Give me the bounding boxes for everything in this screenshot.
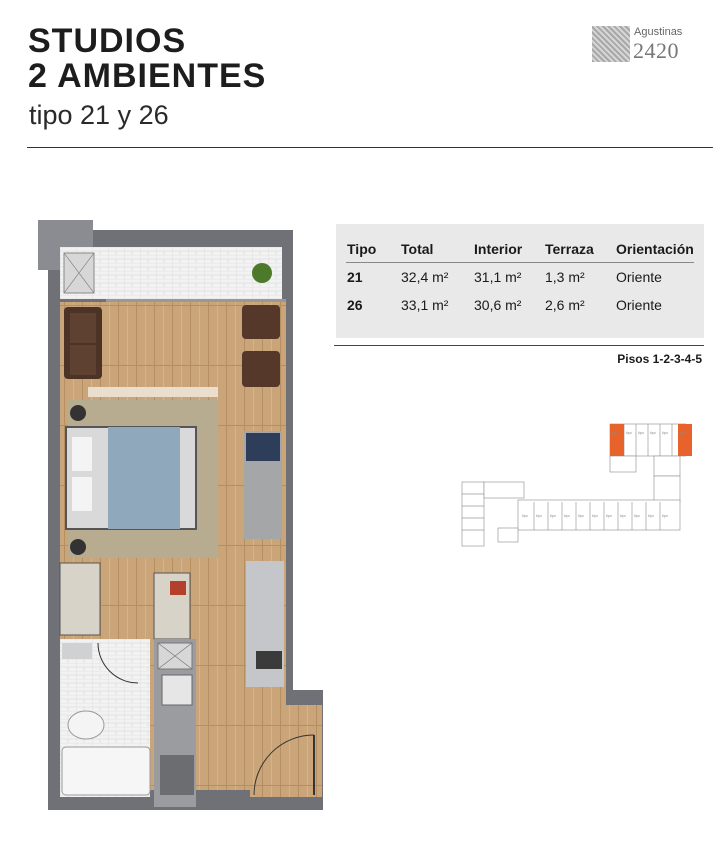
col-header-interior: Interior <box>474 241 523 257</box>
logo-name: Agustinas <box>634 26 683 38</box>
title-line-2: 2 AMBIENTES <box>28 57 267 95</box>
toilet-icon <box>68 711 104 739</box>
svg-text:tipo: tipo <box>648 514 654 518</box>
row2-tipo: 26 <box>347 297 363 313</box>
svg-text:tipo: tipo <box>620 514 626 518</box>
row2-interior: 30,6 m² <box>474 297 522 313</box>
lamp-icon <box>70 405 86 421</box>
svg-text:tipo: tipo <box>564 514 570 518</box>
row1-interior: 31,1 m² <box>474 269 522 285</box>
entry-floor <box>250 705 322 797</box>
lamp-icon <box>70 539 86 555</box>
svg-text:tipo: tipo <box>634 514 640 518</box>
svg-text:tipo: tipo <box>662 514 668 518</box>
col-header-orientacion: Orientación <box>616 241 694 257</box>
stove-icon <box>256 651 282 669</box>
title-line-1: STUDIOS <box>28 22 187 60</box>
logo-number: 2420 <box>633 38 679 63</box>
svg-text:tipo: tipo <box>612 431 618 435</box>
row1-orientacion: Oriente <box>616 269 662 285</box>
row1-tipo: 21 <box>347 269 363 285</box>
floors-label: Pisos 1-2-3-4-5 <box>617 352 702 366</box>
row1-terraza: 1,3 m² <box>545 269 585 285</box>
row1-total: 32,4 m² <box>401 269 449 285</box>
closet <box>60 563 100 635</box>
bathtub-icon <box>62 747 150 795</box>
svg-text:tipo: tipo <box>578 514 584 518</box>
svg-text:tipo: tipo <box>680 431 686 435</box>
svg-text:tipo: tipo <box>626 431 632 435</box>
sink-icon <box>162 675 192 705</box>
building-key-plan <box>458 420 698 550</box>
brand-logo <box>592 24 696 64</box>
svg-text:tipo: tipo <box>550 514 556 518</box>
svg-text:tipo: tipo <box>522 514 528 518</box>
armchair-icon <box>242 305 280 339</box>
svg-text:tipo: tipo <box>638 431 644 435</box>
table-bottom-divider <box>334 345 704 346</box>
row2-orientacion: Oriente <box>616 297 662 313</box>
row2-total: 33,1 m² <box>401 297 449 313</box>
col-header-total: Total <box>401 241 434 257</box>
svg-text:tipo: tipo <box>606 514 612 518</box>
armchair-icon <box>242 351 280 387</box>
row2-terraza: 2,6 m² <box>545 297 585 313</box>
unit-21-highlight <box>610 424 624 456</box>
col-header-terraza: Terraza <box>545 241 594 257</box>
svg-text:tipo: tipo <box>650 431 656 435</box>
page-title <box>28 24 266 94</box>
svg-text:tipo: tipo <box>662 431 668 435</box>
svg-text:tipo: tipo <box>536 514 542 518</box>
col-header-tipo: Tipo <box>347 241 377 257</box>
table-header-divider <box>346 262 694 263</box>
apartment-floor-plan <box>28 215 328 815</box>
plant-icon <box>252 263 272 283</box>
header-divider <box>27 147 713 148</box>
svg-text:tipo: tipo <box>592 514 598 518</box>
unit-26-highlight <box>678 424 692 456</box>
logo-texture-icon <box>592 26 630 62</box>
page-subtitle: tipo 21 y 26 <box>29 100 169 130</box>
